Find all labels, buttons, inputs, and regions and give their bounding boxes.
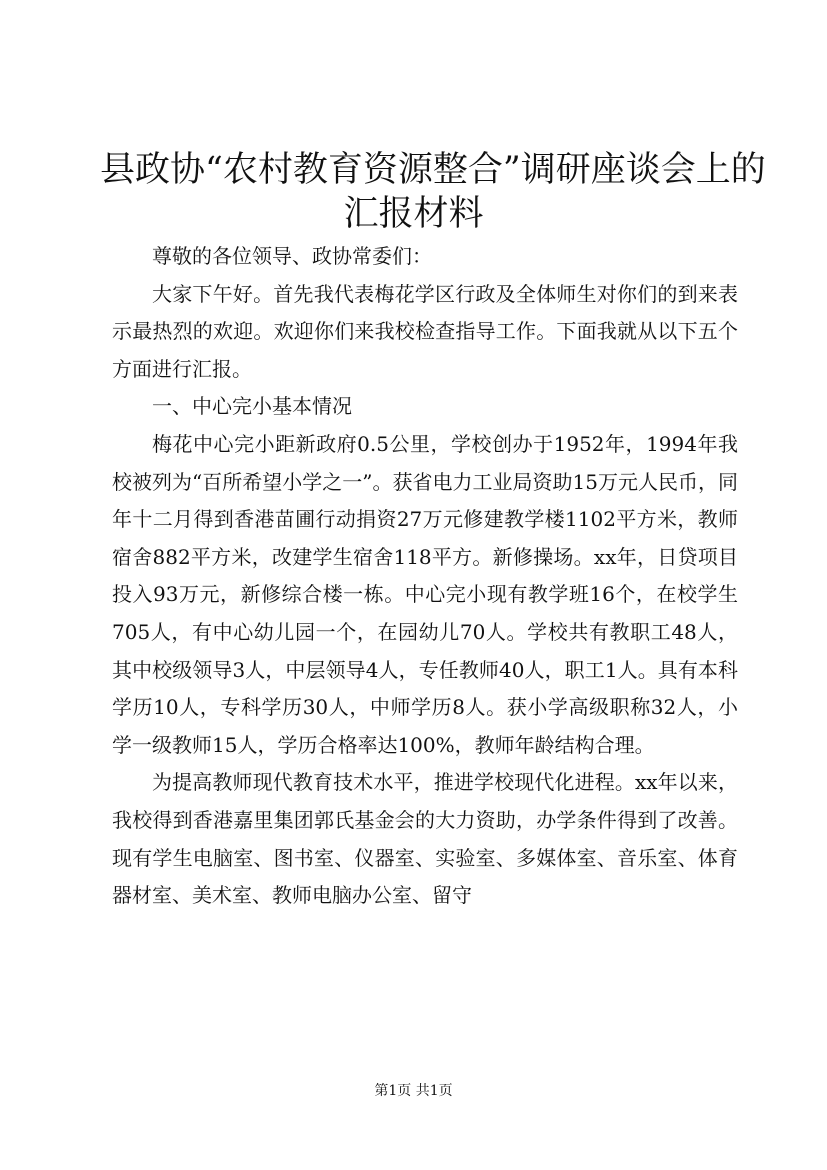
document-body [112,238,738,915]
section-heading: 一、中心完小基本情况 [152,394,352,419]
greeting-paragraph: 大家下午好。首先我代表梅花学区行政及全体师生对你们的到来表示最热烈的欢迎。欢迎你们来我校检查指导工作。下面我就从以下五个方面进行汇报。 [112,281,738,381]
modernization-paragraph: 为提高教师现代教育技术水平，推进学校现代化进程。xx年以来，我校得到香港嘉里集团郭氏基金会的大力资助，办学条件得到了改善。现有学生电脑室、图书室、仪器室、实验室、多媒体室、音乐室、体育器材室、美术室、教师电脑办公室、留守 [112,770,738,908]
document-title-line-2: 汇报材料 [343,194,484,234]
salutation-paragraph: 尊敬的各位领导、政协常委们： [152,244,432,268]
page-footer: 第1页 共1页 [374,1083,453,1099]
school-info-paragraph: 梅花中心完小距新政府0.5公里，学校创办于1952年，1994年我校被列为“百所希望小学之一”。获省电力工业局资助15万元人民币，同年十二月得到香港苗圃行动捐资27万元修建教学楼1102平方米，教师宿舍882平方米，改建学生宿舍118平方。新修操场。xx年，日贷项目投入93万元，新修综合楼一栋。中心完小现有教学班16个，在校学生705人，有中心幼儿园一个，在园幼儿70人。学校共有教职工48人，其中校级领导3人，中层领导4人，专任教师40人，职工1人。具有本科学历10人，专科学历30人，中师学历8人。获小学高级职称32人，小学一级教师15人，学历合格率达100%，教师年龄结构合理。 [112,431,738,757]
document-title-line-1: 县政协“农村教育资源整合”调研座谈会上的 [100,150,766,190]
